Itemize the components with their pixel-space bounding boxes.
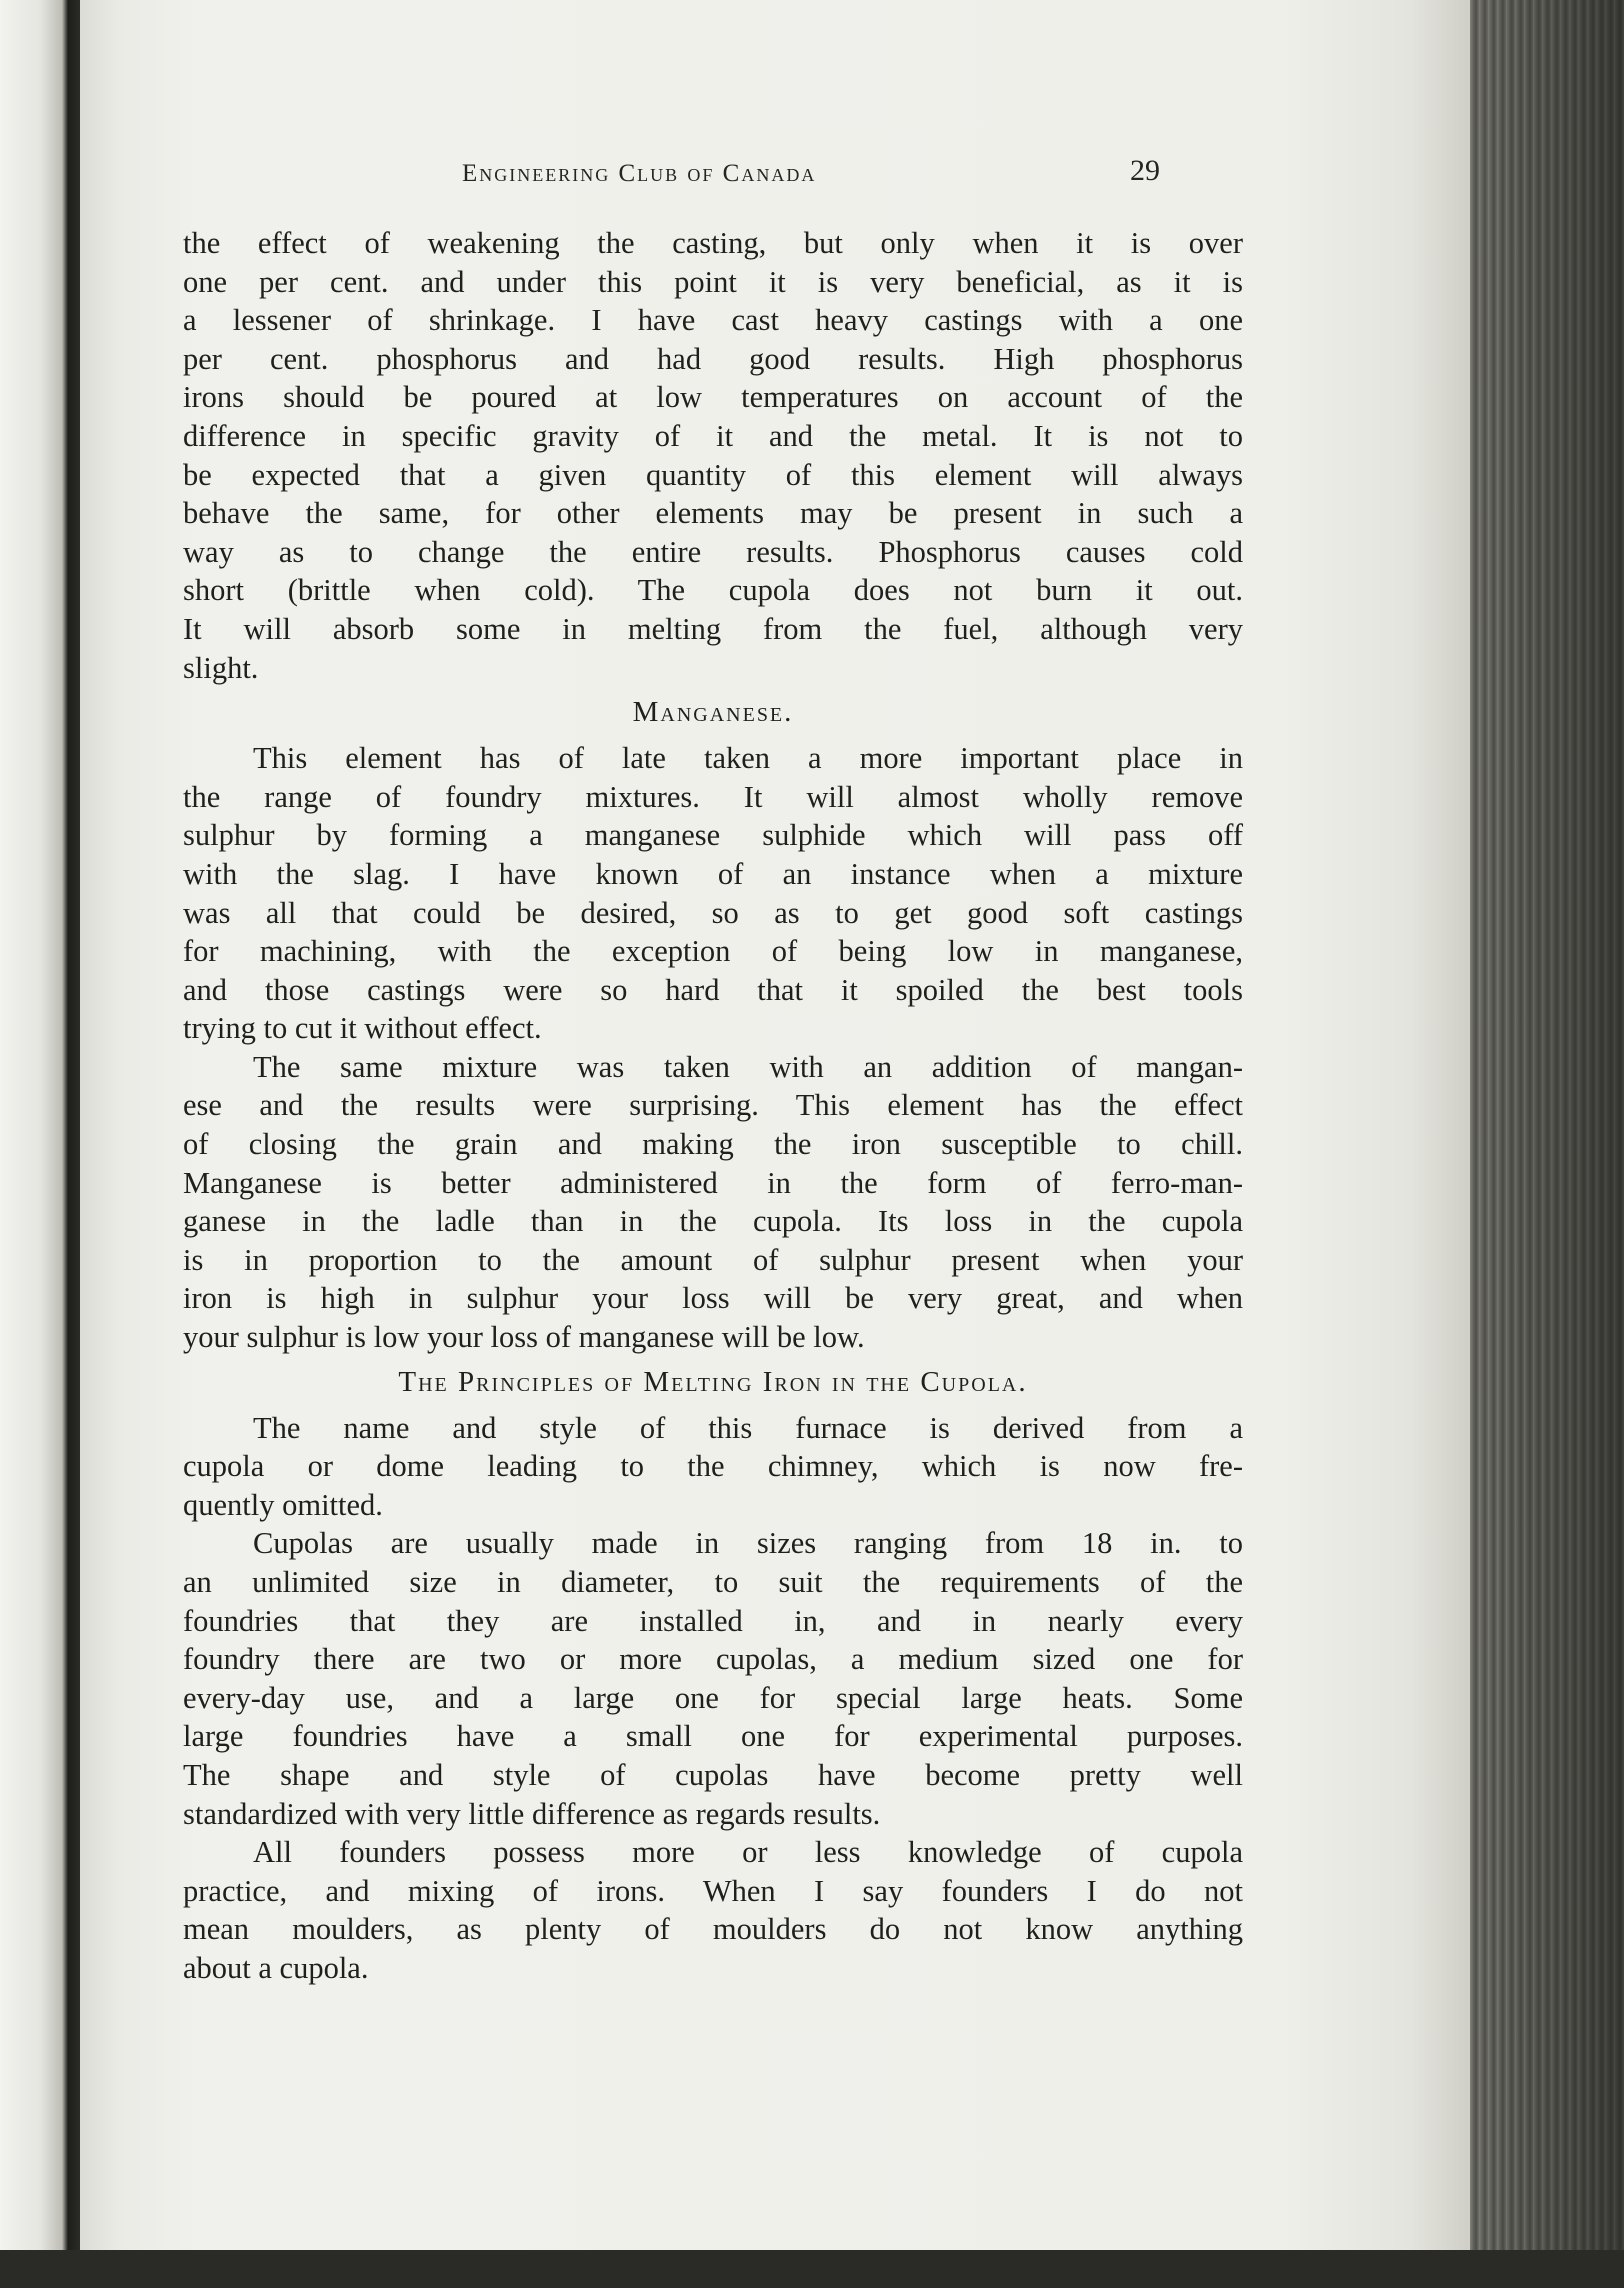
text-line: It will absorb some in melting from the fuel, although very — [183, 611, 1243, 646]
text-line: quently omitted. — [183, 1487, 383, 1522]
text-line: way as to change the entire results. Phosphorus causes cold — [183, 534, 1243, 569]
text-line: sulphur by forming a manganese sulphide which will pass off — [183, 818, 1243, 853]
text-line: trying to cut it without effect. — [183, 1011, 542, 1046]
running-head: Engineering Club of Canada — [462, 160, 817, 187]
text-line: The shape and style of cupolas have become pretty well — [183, 1757, 1243, 1792]
text-line: cupola or dome leading to the chimney, which is now fre- — [183, 1449, 1243, 1484]
text-line: per cent. phosphorus and had good results. High phosphorus — [183, 341, 1243, 376]
text-line: the range of foundry mixtures. It will almost wholly remove — [183, 779, 1243, 814]
text-line: be expected that a given quantity of this element will always — [183, 457, 1243, 492]
text-line: The name and style of this furnace is derived from a — [253, 1410, 1243, 1445]
text-line: practice, and mixing of irons. When I say founders I do not — [183, 1873, 1243, 1908]
text-line: with the slag. I have known of an instance when a mixture — [183, 856, 1243, 891]
text-line: behave the same, for other elements may be present in such a — [183, 496, 1243, 531]
text-line: Cupolas are usually made in sizes ranging from 18 in. to — [253, 1526, 1243, 1561]
text-line: was all that could be desired, so as to get good soft castings — [183, 895, 1243, 930]
text-line: is in proportion to the amount of sulphur present when your — [183, 1242, 1243, 1277]
text-line: your sulphur is low your loss of manganese will be low. — [183, 1320, 865, 1355]
text-line: an unlimited size in diameter, to suit the requirements of the — [183, 1565, 1243, 1599]
page-edge-shadow — [1470, 0, 1624, 2288]
text-line: every-day use, and a large one for special large heats. Some — [183, 1680, 1243, 1715]
text-line: The same mixture was taken with an addition of mangan- — [253, 1049, 1243, 1084]
text-line: All founders possess more or less knowledge of cupola — [253, 1835, 1243, 1870]
text-line: the effect of weakening the casting, but only when it is over — [183, 226, 1243, 260]
text-line: foundry there are two or more cupolas, a medium sized one for — [183, 1642, 1243, 1677]
text-line: about a cupola. — [183, 1950, 369, 1985]
text-line: slight. — [183, 650, 259, 685]
text-line: irons should be poured at low temperatures on account of the — [183, 380, 1243, 415]
page-number: 29 — [1130, 154, 1160, 187]
text-line: foundries that they are installed in, and in nearly every — [183, 1603, 1243, 1638]
text-line: ese and the results were surprising. This element has the effect — [183, 1088, 1243, 1123]
text-line: This element has of late taken a more important place in — [253, 741, 1243, 776]
body-text — [183, 224, 1243, 1988]
text-line: one per cent. and under this point it is very beneficial, as it is — [183, 264, 1243, 299]
left-page-gutter — [0, 0, 80, 2288]
text-line: mean moulders, as plenty of moulders do not know anything — [183, 1912, 1243, 1947]
text-line: ganese in the ladle than in the cupola. Its loss in the cupola — [183, 1204, 1243, 1239]
text-line: difference in specific gravity of it and the metal. It is not to — [183, 418, 1243, 453]
scan-bottom-border — [0, 2250, 1624, 2288]
text-line: large foundries have a small one for experimental purposes. — [183, 1719, 1243, 1754]
text-line: short (brittle when cold). The cupola does not burn it out. — [183, 573, 1243, 608]
section-heading-cupola: The Principles of Melting Iron in the Cupola. — [398, 1365, 1028, 1398]
text-line: for machining, with the exception of being low in manganese, — [183, 934, 1243, 969]
text-line: a lessener of shrinkage. I have cast heavy castings with a one — [183, 303, 1243, 338]
text-line: iron is high in sulphur your loss will be very great, and when — [183, 1281, 1243, 1316]
text-line: and those castings were so hard that it spoiled the best tools — [183, 972, 1243, 1007]
text-line: standardized with very little difference as regards results. — [183, 1796, 881, 1831]
text-line: Manganese is better administered in the form of ferro-man- — [183, 1165, 1243, 1200]
text-line: of closing the grain and making the iron susceptible to chill. — [183, 1127, 1243, 1162]
section-heading-manganese: Manganese. — [632, 696, 794, 729]
